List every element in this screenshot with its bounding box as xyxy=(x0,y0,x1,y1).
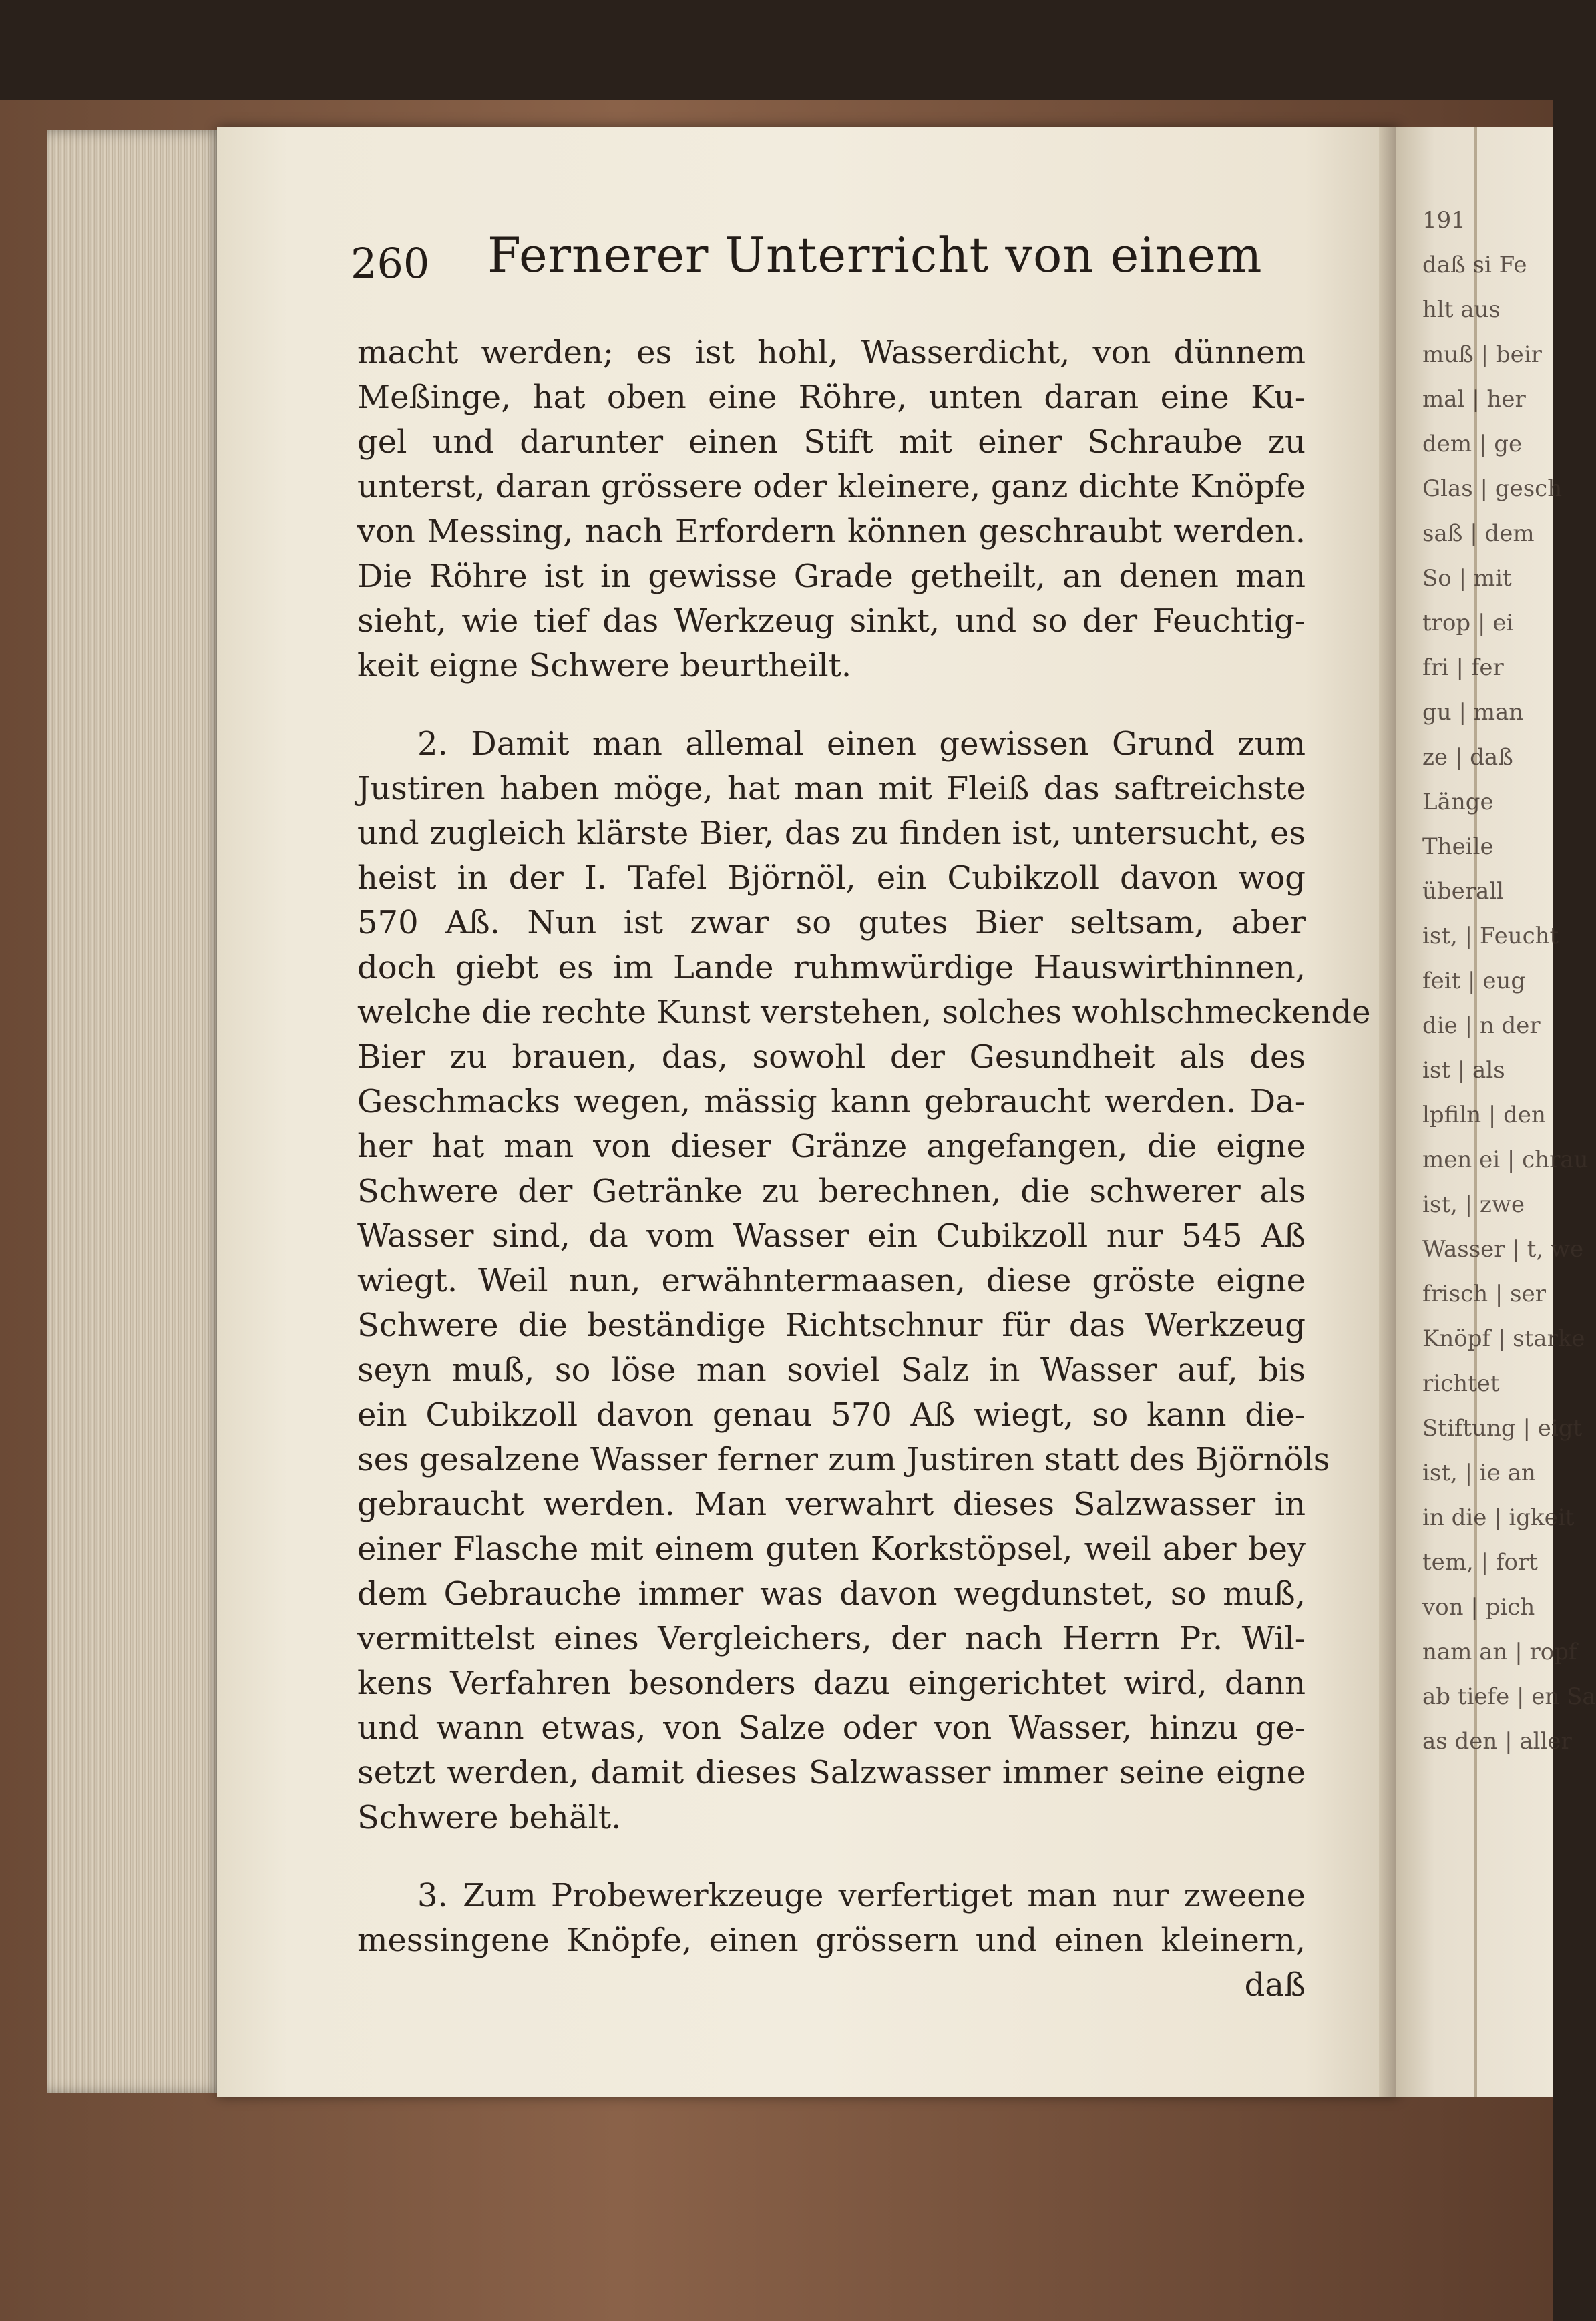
page-edges xyxy=(47,130,227,2093)
text-line: setzt werden, damit dieses Salzwasser immer seine eigne xyxy=(357,1754,1306,1791)
text-line: Justiren haben möge, hat man mit Fleiß das saftreichste xyxy=(357,770,1306,807)
facing-page-line: men ei | chrau xyxy=(1422,1146,1589,1173)
page-number: 260 xyxy=(351,239,430,288)
facing-page-line: mal | her xyxy=(1422,386,1526,413)
facing-page-line: Stiftung | eigt xyxy=(1422,1415,1583,1442)
text-line: 570 Aß. Nun ist zwar so gutes Bier seltsam, aber xyxy=(357,904,1306,941)
text-line: und wann etwas, von Salze oder von Wasser, hinzu ge- xyxy=(357,1709,1306,1747)
text-line: 3. Zum Probewerkzeuge verfertiget man nur zweene xyxy=(417,1877,1306,1914)
facing-page-text xyxy=(1422,207,1596,1773)
text-line: macht werden; es ist hohl, Wasserdicht, von dünnem xyxy=(357,334,1306,371)
page-header xyxy=(351,227,1285,300)
text-line: gel und darunter einen Stift mit einer Schraube zu xyxy=(357,423,1306,461)
text-line: dem Gebrauche immer was davon wegdunstet, so muß, xyxy=(357,1575,1306,1613)
facing-page xyxy=(1396,127,1596,2097)
running-title: Fernerer Unterricht von einem xyxy=(487,227,1263,283)
text-line: doch giebt es im Lande ruhmwürdige Hauswirthinnen, xyxy=(357,949,1306,986)
text-line: einer Flasche mit einem guten Korkstöpsel, weil aber bey xyxy=(357,1530,1306,1568)
text-line: Meßinge, hat oben eine Röhre, unten daran eine Ku- xyxy=(357,379,1306,416)
text-line: Schwere behält. xyxy=(357,1799,622,1836)
paragraph-gap xyxy=(357,688,1306,722)
paragraph xyxy=(357,1874,1306,1963)
text-line: gebraucht werden. Man verwahrt dieses Salzwasser in xyxy=(357,1486,1306,1523)
facing-page-line: ab tiefe | en Sa xyxy=(1422,1683,1596,1710)
facing-page-line: ist, | Feucht xyxy=(1422,923,1559,950)
text-line: wiegt. Weil nun, erwähntermaasen, diese gröste eigne xyxy=(357,1262,1306,1299)
facing-page-line: ist, | zwe xyxy=(1422,1191,1525,1218)
facing-page-line: überall xyxy=(1422,878,1505,905)
text-line: keit eigne Schwere beurtheilt. xyxy=(357,647,852,684)
text-line: seyn muß, so löse man soviel Salz in Wasser auf, bis xyxy=(357,1351,1306,1389)
facing-page-line: nam an | ropf xyxy=(1422,1639,1577,1665)
text-line: sieht, wie tief das Werkzeug sinkt, und so der Feuchtig- xyxy=(357,602,1306,640)
text-line: heist in der I. Tafel Björnöl, ein Cubikzoll davon wog xyxy=(357,859,1306,897)
text-line: Schwere die beständige Richtschnur für das Werkzeug xyxy=(357,1307,1306,1344)
text-line: Schwere der Getränke zu berechnen, die schwerer als xyxy=(357,1173,1306,1210)
facing-page-line: Wasser | t, we xyxy=(1422,1236,1584,1263)
text-line: unterst, daran grössere oder kleinere, ganz dichte Knöpfe xyxy=(357,468,1306,505)
facing-page-line: ist | als xyxy=(1422,1057,1505,1084)
facing-page-line: von | pich xyxy=(1422,1594,1535,1621)
body-text xyxy=(357,331,1371,2008)
text-line: ein Cubikzoll davon genau 570 Aß wiegt, so kann die- xyxy=(357,1396,1306,1434)
text-line: Bier zu brauen, das, sowohl der Gesundheit als des xyxy=(357,1038,1306,1076)
facing-page-line: Theile xyxy=(1422,833,1494,860)
facing-page-line: hlt aus xyxy=(1422,296,1501,323)
paragraph-gap xyxy=(357,1840,1306,1874)
text-line: und zugleich klärste Bier, das zu finden ist, untersucht, es xyxy=(357,815,1306,852)
facing-page-line: as den | aller xyxy=(1422,1728,1572,1755)
facing-page-line: Knöpf | starke xyxy=(1422,1325,1585,1352)
facing-page-line: gu | man xyxy=(1422,699,1524,726)
text-line: 2. Damit man allemal einen gewissen Grund zum xyxy=(417,725,1306,763)
facing-page-line: 191 xyxy=(1422,207,1466,234)
facing-page-line: dem | ge xyxy=(1422,431,1523,457)
text-line: messingene Knöpfe, einen grössern und einen kleinern, xyxy=(357,1922,1306,1959)
facing-page-line: ze | daß xyxy=(1422,744,1513,771)
text-line: Die Röhre ist in gewisse Grade getheilt, an denen man xyxy=(357,558,1306,595)
facing-page-line: muß | beir xyxy=(1422,341,1542,368)
text-line: vermittelst eines Vergleichers, der nach Herrn Pr. Wil- xyxy=(357,1620,1306,1657)
paragraph xyxy=(357,722,1371,1840)
facing-page-line: ist, | ie an xyxy=(1422,1460,1536,1486)
text-line: her hat man von dieser Gränze angefangen, die eigne xyxy=(357,1128,1306,1165)
text-line: ses gesalzene Wasser ferner zum Justiren statt des Björnöls xyxy=(357,1441,1330,1478)
facing-page-line: daß si Fe xyxy=(1422,252,1527,278)
facing-page-line: feit | eug xyxy=(1422,968,1526,994)
facing-page-line: Glas | gesch xyxy=(1422,475,1563,502)
text-line: von Messing, nach Erfordern können geschraubt werden. xyxy=(357,513,1306,550)
paragraph xyxy=(357,331,1306,688)
text-line: Geschmacks wegen, mässig kann gebraucht werden. Da- xyxy=(357,1083,1306,1120)
facing-page-line: frisch | ser xyxy=(1422,1281,1546,1307)
facing-page-line: die | n der xyxy=(1422,1012,1541,1039)
facing-page-line: lpfiln | den xyxy=(1422,1102,1546,1128)
catchword: daß xyxy=(1244,1966,1306,2004)
facing-page-line: trop | ei xyxy=(1422,610,1514,636)
facing-page-line: tem, | fort xyxy=(1422,1549,1538,1576)
text-line: kens Verfahren besonders dazu eingerichtet wird, dann xyxy=(357,1665,1306,1702)
facing-page-line: richtet xyxy=(1422,1370,1500,1397)
facing-page-line: fri | fer xyxy=(1422,654,1504,681)
text-line: Wasser sind, da vom Wasser ein Cubikzoll nur 545 Aß xyxy=(357,1217,1306,1255)
facing-page-line: saß | dem xyxy=(1422,520,1535,547)
facing-page-line: So | mit xyxy=(1422,565,1512,592)
facing-page-line: Länge xyxy=(1422,789,1494,815)
facing-page-line: in die | igkeit xyxy=(1422,1504,1575,1531)
text-line: welche die rechte Kunst verstehen, solches wohlschmeckende xyxy=(357,994,1371,1031)
